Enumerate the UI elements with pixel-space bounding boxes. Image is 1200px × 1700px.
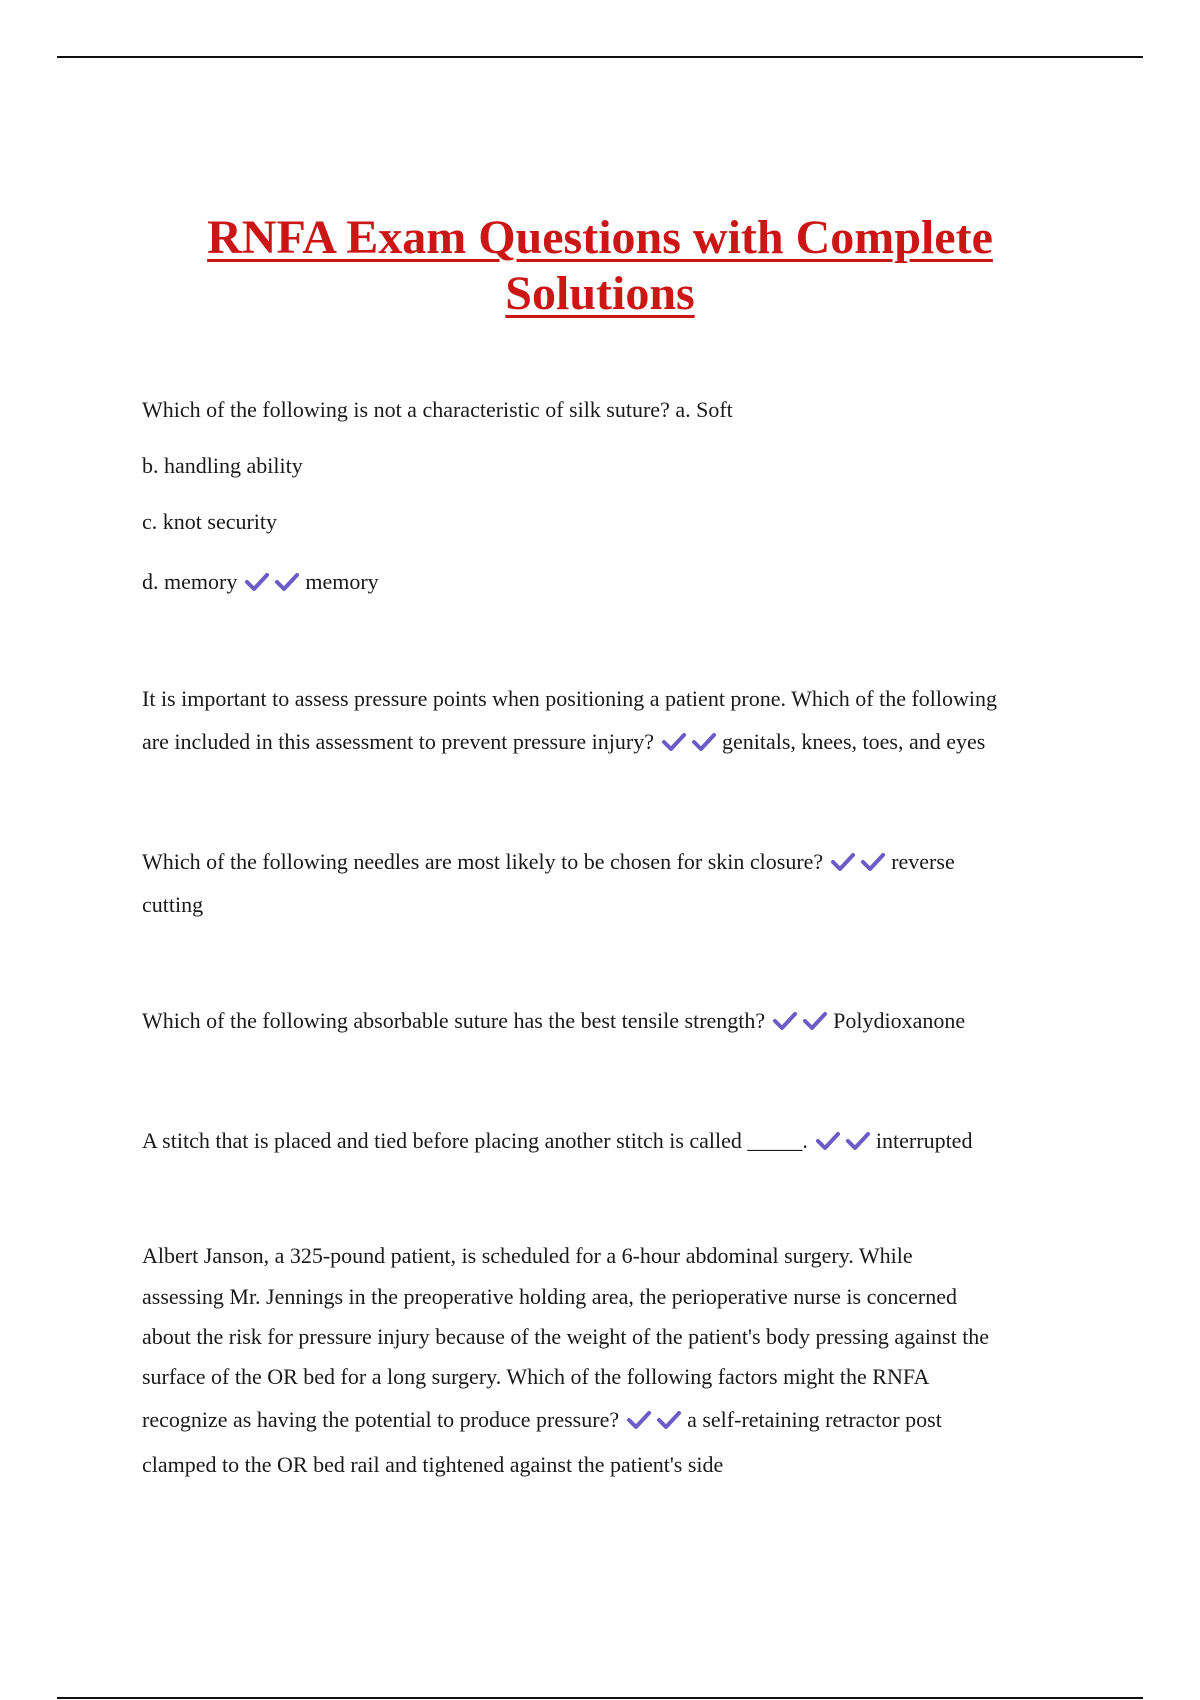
q6-question-line-3: about the risk for pressure injury because of the weight of the patient's body pressing against the xyxy=(142,1324,990,1349)
check-icon xyxy=(627,1410,651,1430)
title-line-2: Solutions xyxy=(505,267,695,320)
top-rule xyxy=(57,56,1143,58)
q6-question-line-1: Albert Janson, a 325-pound patient, is scheduled for a 6-hour abdominal surgery. While xyxy=(142,1243,913,1268)
q6-question-line-2: assessing Mr. Jennings in the preoperative holding area, the perioperative nurse is concerned xyxy=(142,1284,957,1309)
q1-option-c: c. knot security xyxy=(142,509,278,534)
title-line-1: RNFA Exam Questions with Complete xyxy=(207,211,993,264)
check-icon xyxy=(816,1131,840,1151)
q3-question: Which of the following needles are most likely to be chosen for skin closure? reverse xyxy=(142,849,955,874)
check-icon xyxy=(861,852,885,872)
check-icon xyxy=(662,732,686,752)
q1-answer: memory xyxy=(305,569,379,594)
q5-answer: interrupted xyxy=(875,1128,973,1153)
q3-answer-part-1: reverse xyxy=(891,849,955,874)
q4-question: Which of the following absorbable suture has the best tensile strength? Polydioxanone xyxy=(142,1008,966,1033)
q2-question-line-2: are included in this assessment to prevent pressure injury? genitals, knees, toes, and eyes xyxy=(142,729,986,754)
q6-answer-part-1: a self-retaining retractor post xyxy=(687,1407,942,1432)
check-icon xyxy=(657,1410,681,1430)
check-icon xyxy=(803,1011,827,1031)
q4-answer: Polydioxanone xyxy=(833,1008,966,1033)
q3-answer-part-2: cutting xyxy=(142,892,204,917)
check-icon xyxy=(831,852,855,872)
q1-question: Which of the following is not a characteristic of silk suture? a. Soft xyxy=(142,397,733,422)
q1-option-b: b. handling ability xyxy=(142,453,303,478)
bottom-rule xyxy=(57,1697,1143,1699)
q6-question-line-4: surface of the OR bed for a long surgery. Which of the following factors might the RNFA xyxy=(142,1364,930,1389)
q6-answer-part-2: clamped to the OR bed rail and tightened against the patient's side xyxy=(142,1452,724,1477)
check-icon xyxy=(245,572,269,592)
q5-question: A stitch that is placed and tied before placing another stitch is called _____. interrupted xyxy=(142,1128,973,1153)
q6-question-line-5: recognize as having the potential to produce pressure? a self-retaining retractor post xyxy=(142,1407,942,1432)
q2-answer: genitals, knees, toes, and eyes xyxy=(721,729,986,754)
q1-option-d: d. memory memory xyxy=(142,569,379,594)
q2-question-line-1: It is important to assess pressure points when positioning a patient prone. Which of the following xyxy=(142,686,998,711)
check-icon xyxy=(846,1131,870,1151)
check-icon xyxy=(692,732,716,752)
check-icon xyxy=(275,572,299,592)
check-icon xyxy=(773,1011,797,1031)
page-title xyxy=(100,210,1100,322)
